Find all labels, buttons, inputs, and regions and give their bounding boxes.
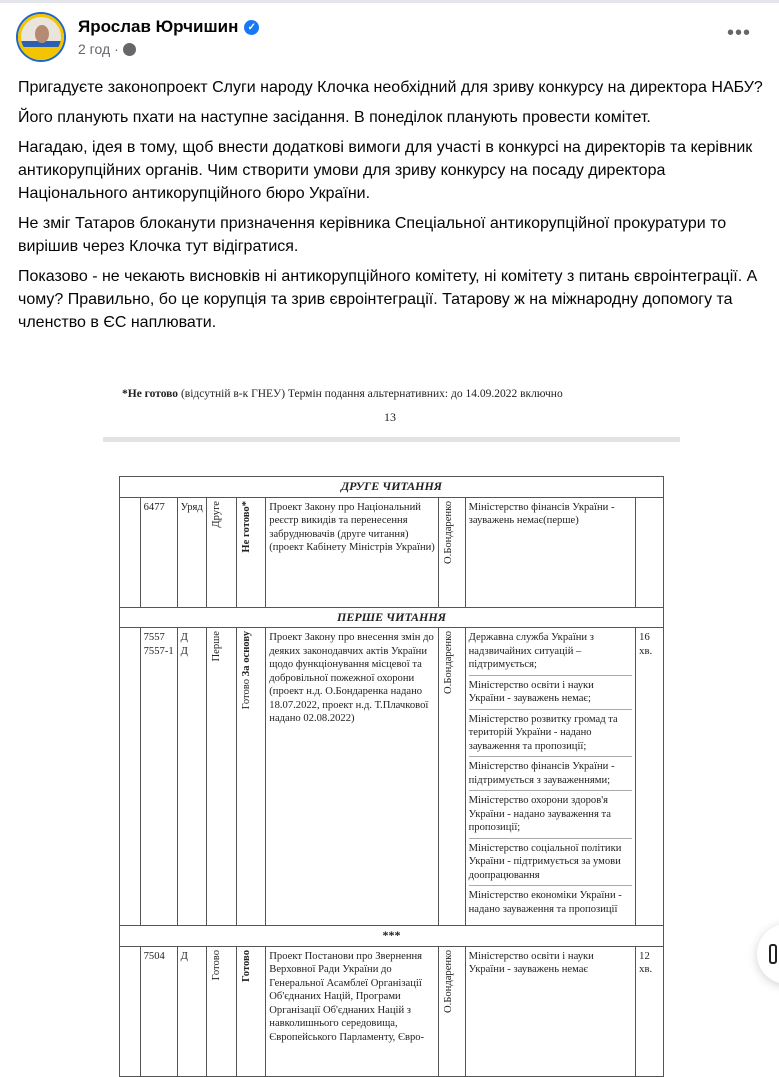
- footnote: *Не готово (відсутній в-к ГНЕУ) Термін подання альтернативних: до 14.09.2022 включно: [122, 388, 563, 400]
- top-divider: [0, 0, 779, 3]
- table-row: 7504 Д Готово Готово Проект Постанови про Звернення Верховної Ради України до Генеральної Асамблеї Організації Об'єднаних Націй, Програми Організації Об'єднаних Націй з навколишнього середовища, Європейського Парламенту, Євро- О.Бондаренко Міністерство освіти і науки України - зауважень немає 12 хв.: [120, 946, 664, 1076]
- post-paragraph: Пригадуєте законопроект Слуги народу Клочка необхідний для зриву конкурсу на директора НАБУ?: [18, 79, 763, 96]
- post-time[interactable]: 2 год: [78, 41, 111, 57]
- avatar[interactable]: [18, 14, 64, 60]
- post-paragraph: Не зміг Татаров блоканути призначення керівника Спеціальної антикорупційної прокуратури то вирішив через Клочка тут відігратися.: [18, 215, 727, 255]
- page-divider: [103, 437, 680, 442]
- separator: ***: [120, 926, 664, 947]
- post-image[interactable]: [0, 372, 779, 1043]
- verified-badge-icon: ✓: [244, 20, 259, 35]
- globe-icon: [123, 43, 136, 56]
- table-row: 7557 7557-1 Д Д Перше Готово За основу Проект Закону про внесення змін до деяких законодавчих актів України щодо функціонування місцевої та добровільної пожежної охорони (проект н.д. О.Бондаренка надано 18.07.2022, проект н.д. Т.Плачкової надано 02.08.2022) О.Бондаренко Державна служба України з надзвичайних ситуацій – підтримується; Міністерство освіти і науки України - зауважень немає; Міністерство розвитку громад та територій України - надано зауваження та пропозиції; Міністерство фінансів України - підтримується з зауваженнями; Міністерство охорони здоров'я України - надано зауваження та пропозиції; Міністерство соціальної політики України - підтримується за умови доопрацювання Міністерство економіки України - надано зауваження та пропозиції 16 хв.: [120, 628, 664, 926]
- agenda-table: [119, 476, 664, 1077]
- next-image-button[interactable]: [757, 924, 779, 984]
- post-text: [18, 76, 768, 341]
- post-paragraph: Показово - не чекають висновків ні антикорупційного комітету, ні комітету з питань євроінтеграції. А чому? Правильно, бо це корупція та зрив євроінтеграції. Татарову ж на міжнародну допомогу та членство в ЄС наплювати.: [18, 268, 758, 331]
- more-options-button[interactable]: •••: [726, 22, 751, 44]
- page-number: 13: [384, 410, 396, 424]
- section-header: ДРУГЕ ЧИТАННЯ: [120, 477, 664, 498]
- post-header: Ярослав Юрчишин ✓ 2 год ·: [18, 14, 259, 60]
- table-row: 6477 Уряд Друге Не готово* Проект Закону про Національний реєстр викидів та перенесення забруднювачів (друге читання) (проект Кабінету Міністрів України) О.Бондаренко Міністерство фінансів України - зауважень немає(перше): [120, 497, 664, 607]
- author-name[interactable]: Ярослав Юрчишин: [78, 17, 239, 36]
- post-paragraph: Його планують пхати на наступне засідання. В понеділок планують провести комітет.: [18, 109, 651, 126]
- document-scan: [100, 358, 680, 1043]
- post-paragraph: Нагадаю, ідея в тому, щоб внести додаткові вимоги для участі в конкурсі на директорів та керівник антикорупційних органів. Чим створити умови для зриву конкурсу на посаду директора Національного антикорупційного бюро України.: [18, 139, 753, 202]
- next-icon: [769, 944, 777, 964]
- section-header: ПЕРШЕ ЧИТАННЯ: [120, 607, 664, 628]
